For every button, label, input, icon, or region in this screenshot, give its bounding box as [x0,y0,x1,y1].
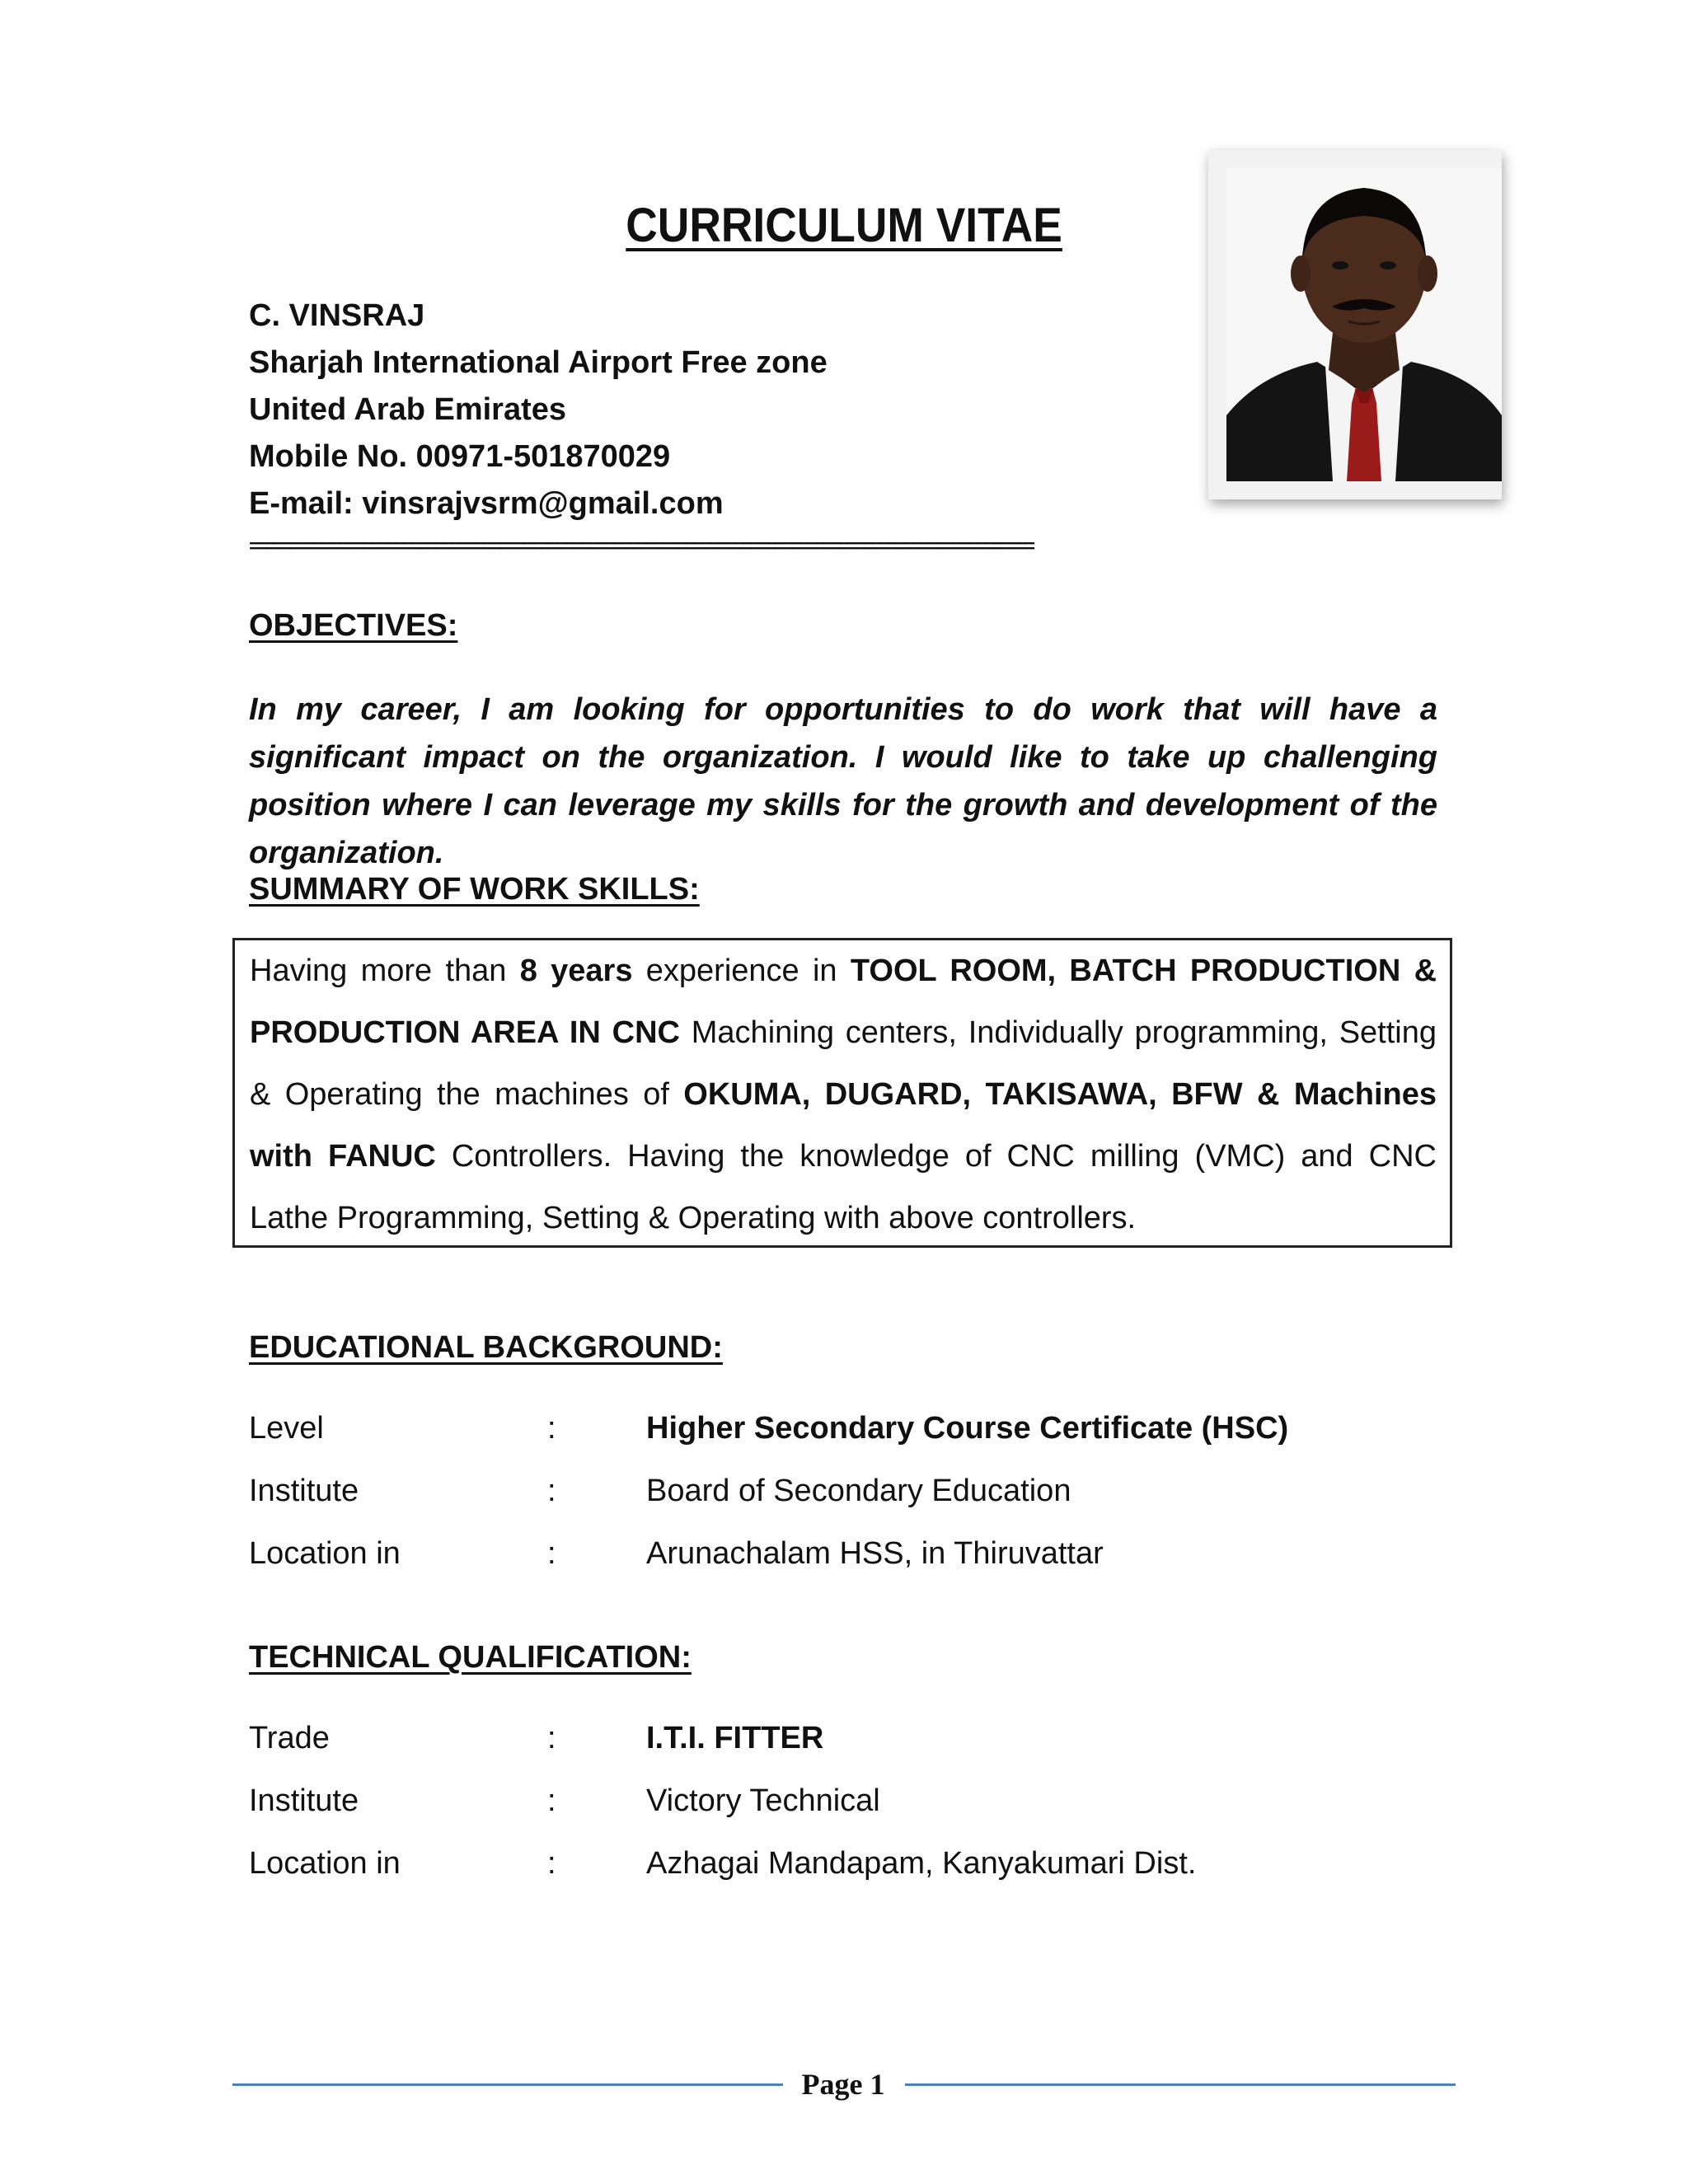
education-heading: EDUCATIONAL BACKGROUND: [249,1330,723,1365]
summary-emphasis: 8 years [519,954,633,988]
summary-heading: SUMMARY OF WORK SKILLS: [249,872,700,907]
row-label: Institute [249,1474,359,1508]
row-label: Institute [249,1783,359,1818]
mobile-number: Mobile No. 00971-501870029 [249,439,671,474]
separator-line: ================================================================================================= [249,537,1033,558]
objectives-heading: OBJECTIVES: [249,608,458,643]
row-label: Level [249,1411,324,1446]
summary-box [232,938,1452,1248]
summary-part: Controllers. Having the knowledge of CNC milling (VMC) and CNC Lathe Programming, Setting & Operating with above controllers. [250,1139,1437,1235]
address-line-1: Sharjah International Airport Free zone [249,345,828,380]
row-colon: : [547,1783,556,1818]
row-colon: : [547,1846,556,1881]
summary-part: experience in [632,954,851,988]
email-address: E-mail: vinsrajvsrm@gmail.com [249,486,724,521]
footer-rule-right [905,2083,1456,2086]
summary-part: Machining centers, Individually programming, Setting & Operating the machines of [250,1015,1437,1112]
objectives-text: In my career, I am looking for opportunities to do work that will have a significant impact on the organization. I would like to take up challenging position where I can leverage my skills for the growth and development of the organization. [249,692,1437,870]
address-line-2: United Arab Emirates [249,392,567,427]
document-title: CURRICULUM VITAE [626,199,1062,252]
row-colon: : [547,1411,556,1446]
row-value: Victory Technical [646,1783,880,1818]
row-value: Arunachalam HSS, in Thiruvattar [646,1536,1104,1571]
row-value: Azhagai Mandapam, Kanyakumari Dist. [646,1846,1197,1881]
technical-heading: TECHNICAL QUALIFICATION: [249,1640,692,1675]
row-value: Board of Secondary Education [646,1474,1071,1508]
footer-rule-left [232,2083,783,2086]
row-label: Location in [249,1846,401,1881]
summary-text [250,940,1437,1249]
person-portrait-icon [1226,168,1502,481]
summary-emphasis: TOOL ROOM, BATCH PRODUCTION & PRODUCTION AREA IN CNC [250,954,1437,1050]
row-label: Location in [249,1536,401,1571]
profile-photo-frame [1208,150,1502,499]
row-colon: : [547,1721,556,1755]
profile-photo [1226,168,1502,481]
summary-emphasis: OKUMA, DUGARD, TAKISAWA, BFW & Machines with FANUC [250,1077,1437,1174]
row-label: Trade [249,1721,330,1755]
row-colon: : [547,1536,556,1571]
row-value: Higher Secondary Course Certificate (HSC) [646,1411,1289,1446]
row-value: I.T.I. FITTER [646,1721,824,1755]
candidate-name: C. VINSRAJ [249,298,425,333]
row-colon: : [547,1474,556,1508]
summary-part: Having more than [250,954,520,988]
page-number: Page 1 [801,2068,885,2101]
